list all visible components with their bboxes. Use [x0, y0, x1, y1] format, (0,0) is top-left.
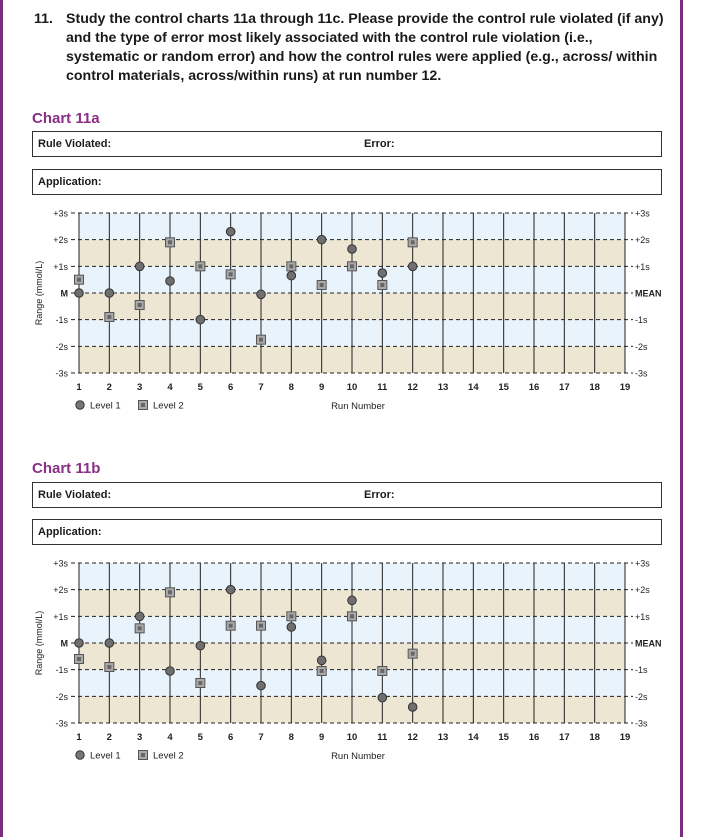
chart-11a-application-box[interactable] [32, 169, 662, 195]
left-tick-label: M [60, 288, 68, 299]
rule-violated-label: Rule Violated: [38, 138, 112, 150]
level-2-point-core [350, 264, 354, 268]
x-tick-label: 19 [619, 382, 631, 393]
x-tick-label: 8 [288, 732, 294, 743]
level-1-point [378, 269, 387, 278]
y-axis-label: Range (mmol/L) [34, 260, 44, 326]
level-1-point [135, 262, 144, 271]
level-1-point [196, 315, 205, 324]
x-tick-label: 13 [437, 732, 449, 743]
level-2-point-core [168, 240, 172, 244]
chart-11b-rule-error-box[interactable] [32, 482, 662, 508]
x-tick-label: 5 [197, 732, 203, 743]
legend-level-1-label: Level 1 [90, 400, 121, 412]
x-tick-label: 6 [228, 732, 234, 743]
right-tick-label: -3s [635, 368, 648, 379]
legend-level-2-marker-core [141, 403, 145, 407]
x-tick-label: 9 [319, 732, 325, 743]
level-1-point [105, 639, 114, 648]
level-2-point-core [411, 652, 415, 656]
level-2-point-core [168, 590, 172, 594]
chart-11a-title: Chart 11a [32, 110, 100, 127]
level-1-point [75, 289, 84, 298]
level-2-point-core [107, 665, 111, 669]
level-1-point [257, 681, 266, 690]
level-1-point [348, 596, 357, 605]
x-tick-label: 3 [137, 382, 143, 393]
level-1-point [135, 612, 144, 621]
left-tick-label: -2s [55, 341, 68, 352]
chart-11b-title: Chart 11b [32, 460, 101, 477]
x-tick-label: 16 [528, 732, 540, 743]
x-tick-label: 17 [559, 732, 570, 743]
x-tick-label: 3 [137, 732, 143, 743]
right-tick-label: MEAN [635, 288, 662, 299]
x-axis-label: Run Number [331, 751, 385, 762]
rule-violated-label: Rule Violated: [38, 489, 112, 501]
legend-level-2-marker-core [141, 753, 145, 757]
x-tick-label: 7 [258, 732, 264, 743]
left-tick-label: -3s [55, 368, 68, 379]
level-1-point [257, 290, 266, 299]
level-2-point-core [259, 624, 263, 628]
legend-level-2-label: Level 2 [153, 400, 184, 412]
left-tick-label: +3s [53, 208, 68, 219]
x-tick-label: 18 [589, 382, 600, 393]
level-1-point [226, 227, 235, 236]
x-axis-label: Run Number [331, 401, 385, 412]
legend-level-1-marker [76, 751, 84, 759]
x-tick-label: 14 [468, 382, 479, 393]
question-number: 11. [34, 11, 53, 27]
level-2-point-core [350, 614, 354, 618]
left-tick-label: -1s [55, 665, 68, 676]
x-tick-label: 1 [76, 732, 82, 743]
level-1-point [287, 623, 296, 632]
legend-level-1-marker [76, 401, 84, 409]
level-2-point-core [380, 669, 384, 673]
left-tick-label: +1s [53, 611, 68, 622]
x-tick-label: 2 [106, 732, 112, 743]
x-tick-label: 17 [559, 382, 570, 393]
level-2-point-core [289, 264, 293, 268]
application-label: Application: [38, 176, 102, 188]
right-tick-label: +3s [635, 208, 650, 219]
x-tick-label: 19 [619, 732, 631, 743]
level-2-point-core [289, 614, 293, 618]
chart-11a-rule-error-box[interactable] [32, 131, 662, 157]
error-label: Error: [364, 138, 395, 150]
level-1-point [317, 656, 326, 665]
y-axis-label: Range (mmol/L) [34, 610, 44, 676]
x-tick-label: 11 [377, 732, 388, 743]
level-2-point-core [259, 338, 263, 342]
level-2-point-core [107, 315, 111, 319]
left-tick-label: +2s [53, 585, 68, 596]
error-label: Error: [364, 489, 395, 501]
level-1-point [408, 703, 417, 712]
x-tick-label: 18 [589, 732, 600, 743]
level-1-point [378, 693, 387, 702]
x-tick-label: 2 [106, 382, 112, 393]
chart-11b [0, 550, 704, 770]
level-1-point [317, 235, 326, 244]
x-tick-label: 14 [468, 732, 479, 743]
x-tick-label: 13 [437, 382, 449, 393]
right-tick-label: -3s [635, 718, 648, 729]
chart-11b-application-box[interactable] [32, 519, 662, 545]
level-1-point [166, 667, 175, 676]
left-tick-label: -1s [55, 315, 68, 326]
legend-level-2-label: Level 2 [153, 750, 184, 762]
x-tick-label: 7 [258, 382, 264, 393]
level-1-point [226, 585, 235, 594]
level-2-point-core [198, 264, 202, 268]
level-2-point-core [198, 681, 202, 685]
level-1-point [75, 639, 84, 648]
x-tick-label: 4 [167, 732, 173, 743]
right-tick-label: MEAN [635, 638, 662, 649]
right-tick-label: +1s [635, 611, 650, 622]
x-tick-label: 6 [228, 382, 234, 393]
level-1-point [408, 262, 417, 271]
level-2-point-core [229, 624, 233, 628]
chart-11a [0, 200, 704, 420]
x-tick-label: 12 [407, 732, 418, 743]
level-1-point [348, 245, 357, 254]
question-text: Study the control charts 11a through 11c. Please provide the control rule violated (if any) and the type of error most likely associated with the control rule violation (i.e., systematic or random error) and how the control rules were applied (e.g., across/ within control materials, across/within runs) at run number 12. [66, 11, 664, 84]
level-2-point-core [320, 669, 324, 673]
left-tick-label: -2s [55, 691, 68, 702]
x-tick-label: 10 [346, 382, 358, 393]
level-1-point [287, 271, 296, 280]
level-2-point-core [380, 283, 384, 287]
level-2-point-core [138, 303, 142, 307]
right-tick-label: +2s [635, 235, 650, 246]
right-tick-label: -1s [635, 315, 648, 326]
right-tick-label: -1s [635, 665, 648, 676]
level-1-point [196, 641, 205, 650]
x-tick-label: 11 [377, 382, 388, 393]
right-tick-label: +2s [635, 585, 650, 596]
x-tick-label: 10 [346, 732, 358, 743]
level-2-point-core [138, 626, 142, 630]
level-2-point-core [229, 272, 233, 276]
application-label: Application: [38, 526, 102, 538]
x-tick-label: 9 [319, 382, 325, 393]
level-2-point-core [320, 283, 324, 287]
right-tick-label: +1s [635, 261, 650, 272]
level-1-point [105, 289, 114, 298]
legend-level-1-label: Level 1 [90, 750, 121, 762]
level-2-point-core [77, 278, 81, 282]
left-tick-label: +2s [53, 235, 68, 246]
left-tick-label: -3s [55, 718, 68, 729]
left-tick-label: +3s [53, 558, 68, 569]
x-tick-label: 15 [498, 732, 509, 743]
left-tick-label: M [60, 638, 68, 649]
x-tick-label: 8 [288, 382, 294, 393]
level-2-point-core [411, 240, 415, 244]
right-tick-label: +3s [635, 558, 650, 569]
x-tick-label: 5 [197, 382, 203, 393]
x-tick-label: 16 [528, 382, 540, 393]
level-1-point [166, 277, 175, 286]
x-tick-label: 1 [76, 382, 82, 393]
x-tick-label: 12 [407, 382, 418, 393]
right-tick-label: -2s [635, 341, 648, 352]
x-tick-label: 15 [498, 382, 509, 393]
left-tick-label: +1s [53, 261, 68, 272]
right-tick-label: -2s [635, 691, 648, 702]
level-2-point-core [77, 657, 81, 661]
x-tick-label: 4 [167, 382, 173, 393]
